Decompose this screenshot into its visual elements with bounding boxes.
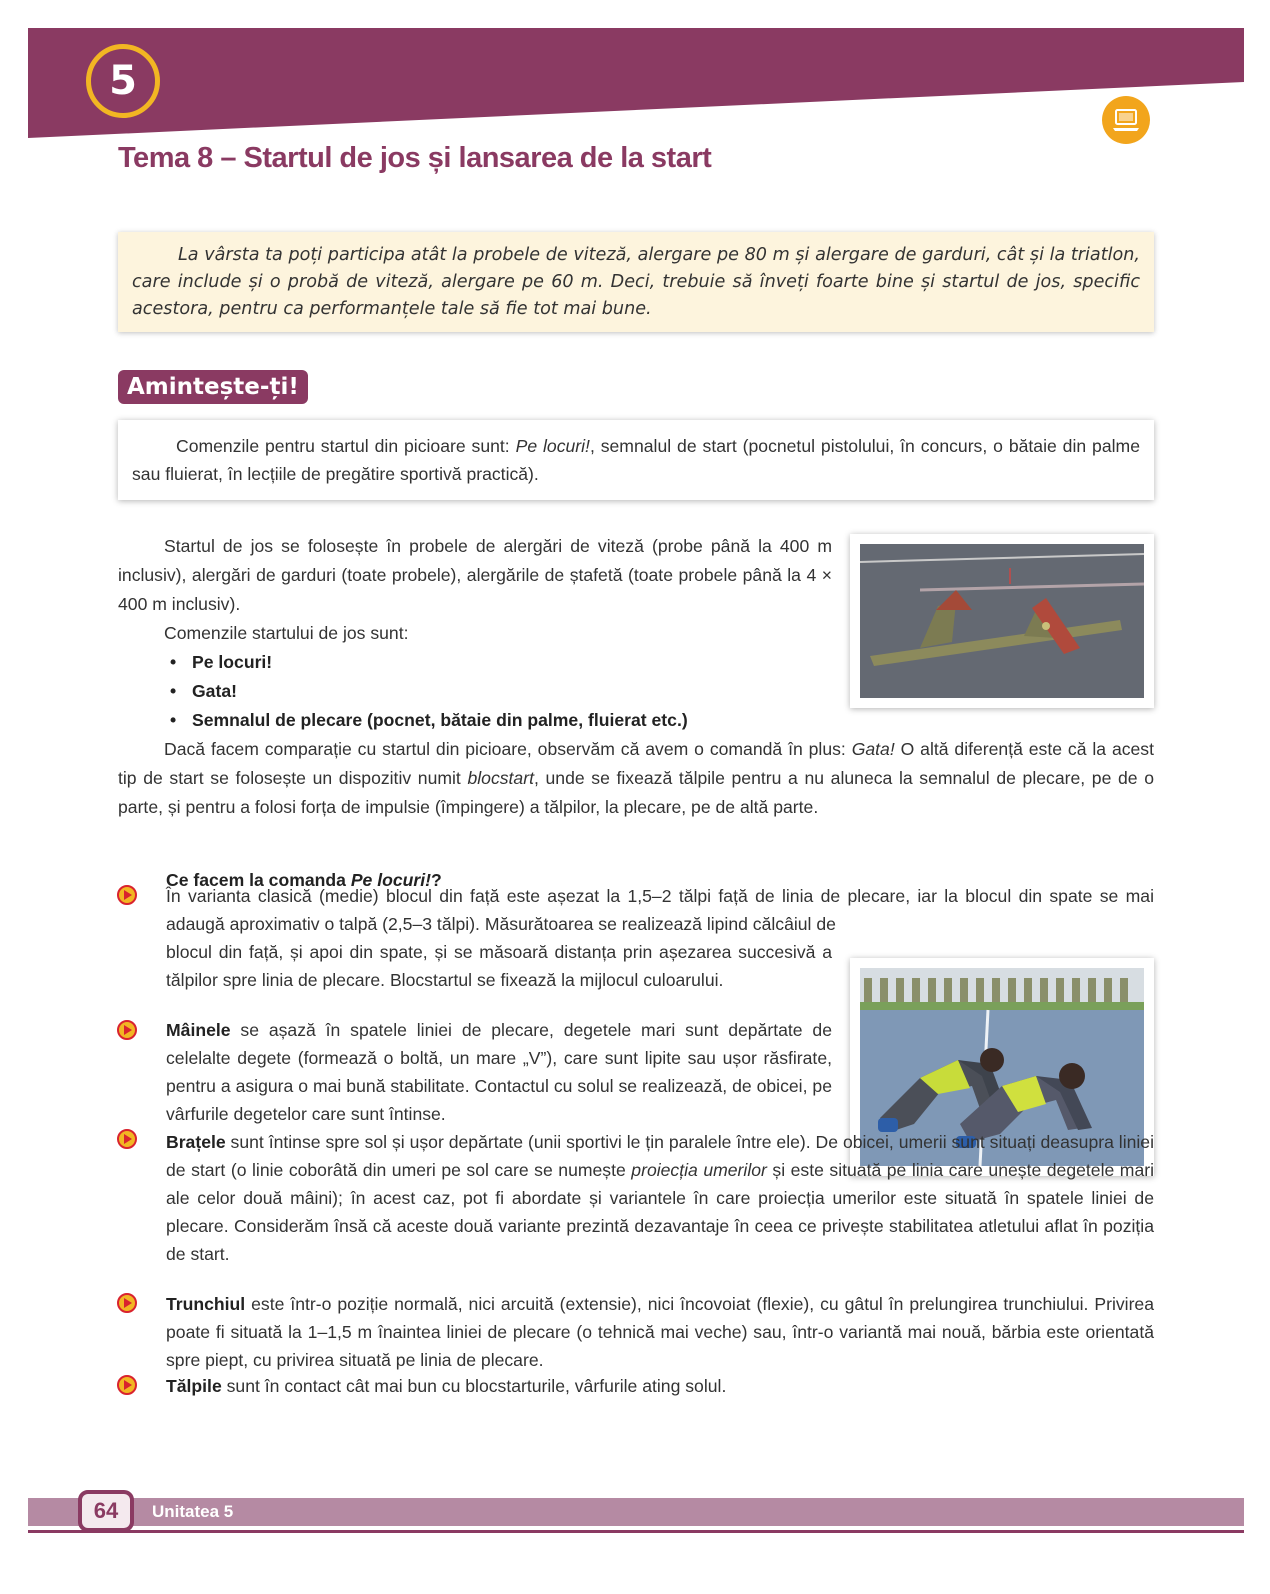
remember-text-a: Comenzile pentru startul din picioare sunt:	[176, 436, 516, 456]
page-number: 64	[78, 1490, 134, 1532]
unit-label: Unitatea 5	[152, 1502, 234, 1521]
command-item: • Gata!	[162, 677, 688, 706]
bullet-text: este într-o poziție normală, nici arcuită (extensie), nici încovoiat (flexie), cu gâtul în prelungirea trunchiului. Privirea poate fi situată la 1–1,5 m înaintea liniei de plecare (o tehnică mai veche) sau, într-o variantă mai nouă, bărbia este orientată spre piept, cu privirea situată pe linia de plecare.	[166, 1294, 1154, 1370]
triangle-bullet-icon	[116, 1128, 138, 1150]
comparison-italic: blocstart	[467, 768, 534, 788]
bullet-bold: Trunchiul	[166, 1294, 246, 1314]
command-item: • Semnalul de plecare (pocnet, bătaie din palme, fluierat etc.)	[162, 706, 688, 735]
bullet-text: sunt întinse spre sol și ușor depărtate (unii sportivi le țin paralele între ele). De obicei, umerii sunt situați deasupra liniei de start (o linie coborâtă din umeri pe sol care se numește	[166, 1132, 1154, 1180]
remember-text-italic: Pe locuri!	[515, 436, 590, 456]
bullet-text: sunt în contact cât mai bun cu blocstarturile, vârfurile ating solul.	[221, 1376, 727, 1396]
comparison-text: O altă diferență este că la acest tip de start se folosește un dispozitiv numit	[118, 739, 1154, 788]
bullet-hands	[166, 1016, 832, 1128]
comparison-italic: Gata!	[851, 739, 895, 759]
bullet-trunk	[166, 1290, 1154, 1374]
intro-box: La vârsta ta poți participa atât la probele de viteză, alergare pe 80 m și alergare de garduri, cât și la triatlon, care include și o probă de viteză, alergare pe 60 m. Deci, trebuie să înveți foarte bine și startul de jos, specific acestora, pentru ca performanțele tale să fie tot mai bune.	[118, 232, 1154, 332]
heading-text: Ce facem la comanda	[166, 870, 351, 890]
unit-number-badge: 5	[86, 44, 160, 118]
bullet-block-placement	[166, 882, 1154, 938]
triangle-bullet-icon	[116, 1019, 138, 1041]
bullet-text: se așază în spatele liniei de plecare, degetele mari sunt depărtate de celelalte degete (formează o boltă, un mare „V”), care sunt lipite sau ușor răsfirate, pentru a asigura o mai bună stabilitate. Contactul cu solul se realizează, de obicei, pe vârfurile degetelor care sunt întinse.	[166, 1020, 832, 1124]
triangle-bullet-icon	[116, 1374, 138, 1396]
header-band	[28, 28, 1244, 140]
comparison-text: , unde se fixează tălpile pentru a nu aluneca la semnalul de plecare, pe de o parte, și pentru a folosi forța de impulsie (împingere) a tălpilor, la plecare, pe de altă parte.	[118, 768, 1154, 817]
comparison-text: Dacă facem comparație cu startul din picioare, observăm că avem o comandă în plus:	[164, 739, 852, 759]
triangle-bullet-icon	[116, 884, 138, 906]
bullet-text: În varianta clasică (medie) blocul din față este așezat la 1,5–2 tălpi față de linia de plecare, iar la blocul din spate se mai adaugă aproximativ o talpă (2,5–3 tălpi). Măsurătoarea se realizează lipind călcâiul de	[166, 886, 1154, 934]
comparison-paragraph	[118, 735, 1154, 822]
bullet-bold: Tălpile	[166, 1376, 222, 1396]
remember-box	[118, 420, 1154, 500]
bullet-italic: proiecția umerilor	[631, 1160, 767, 1180]
footer-line	[28, 1530, 1244, 1533]
remember-text-b: , semnalul de start (pocnetul pistolului, în concurs, o bătaie din palme sau fluierat, în lecțiile de pregătire sportivă practică).	[132, 436, 1140, 484]
bullet-text: și este situată pe linia care unește degetele mari ale celor două mâini); în acest caz, pot fi abordate și variantele în care proiecția umerilor este situată în spatele liniei de plecare. Considerăm însă că aceste două variante prezintă dezavantaje în ceea ce privește stabilitatea atletului aflat în poziția de start.	[166, 1160, 1155, 1264]
starting-blocks-photo	[850, 534, 1154, 708]
triangle-bullet-icon	[116, 1292, 138, 1314]
remember-tab: Amintește-ți!	[118, 370, 308, 404]
start-usage-paragraph: Startul de jos se folosește în probele de alergări de viteză (probe până la 400 m inclusiv), alergări de garduri (toate probele), alergările de ștafetă (toate probele până la 4 × 400 m inclusiv).	[118, 536, 832, 614]
bullet-bold: Mâinele	[166, 1020, 231, 1040]
bullet-feet	[166, 1372, 1154, 1400]
laptop-icon[interactable]	[1102, 96, 1150, 144]
commands-list	[162, 648, 688, 735]
commands-intro: Comenzile startului de jos sunt:	[164, 623, 409, 643]
page-title: Tema 8 – Startul de jos și lansarea de la start	[118, 142, 712, 174]
heading-text: ?	[430, 870, 442, 890]
command-item: • Pe locuri!	[162, 648, 688, 677]
bullet-bold: Brațele	[166, 1132, 226, 1152]
bullet-arms	[166, 1128, 1154, 1268]
bullet-text-continued: blocul din față, și apoi din spate, și se măsoară distanța prin așezarea succesivă a tălpilor spre linia de plecare. Blocstartul se fixează la mijlocul culoarului.	[166, 942, 832, 990]
heading-italic: Pe locuri!	[350, 870, 431, 890]
